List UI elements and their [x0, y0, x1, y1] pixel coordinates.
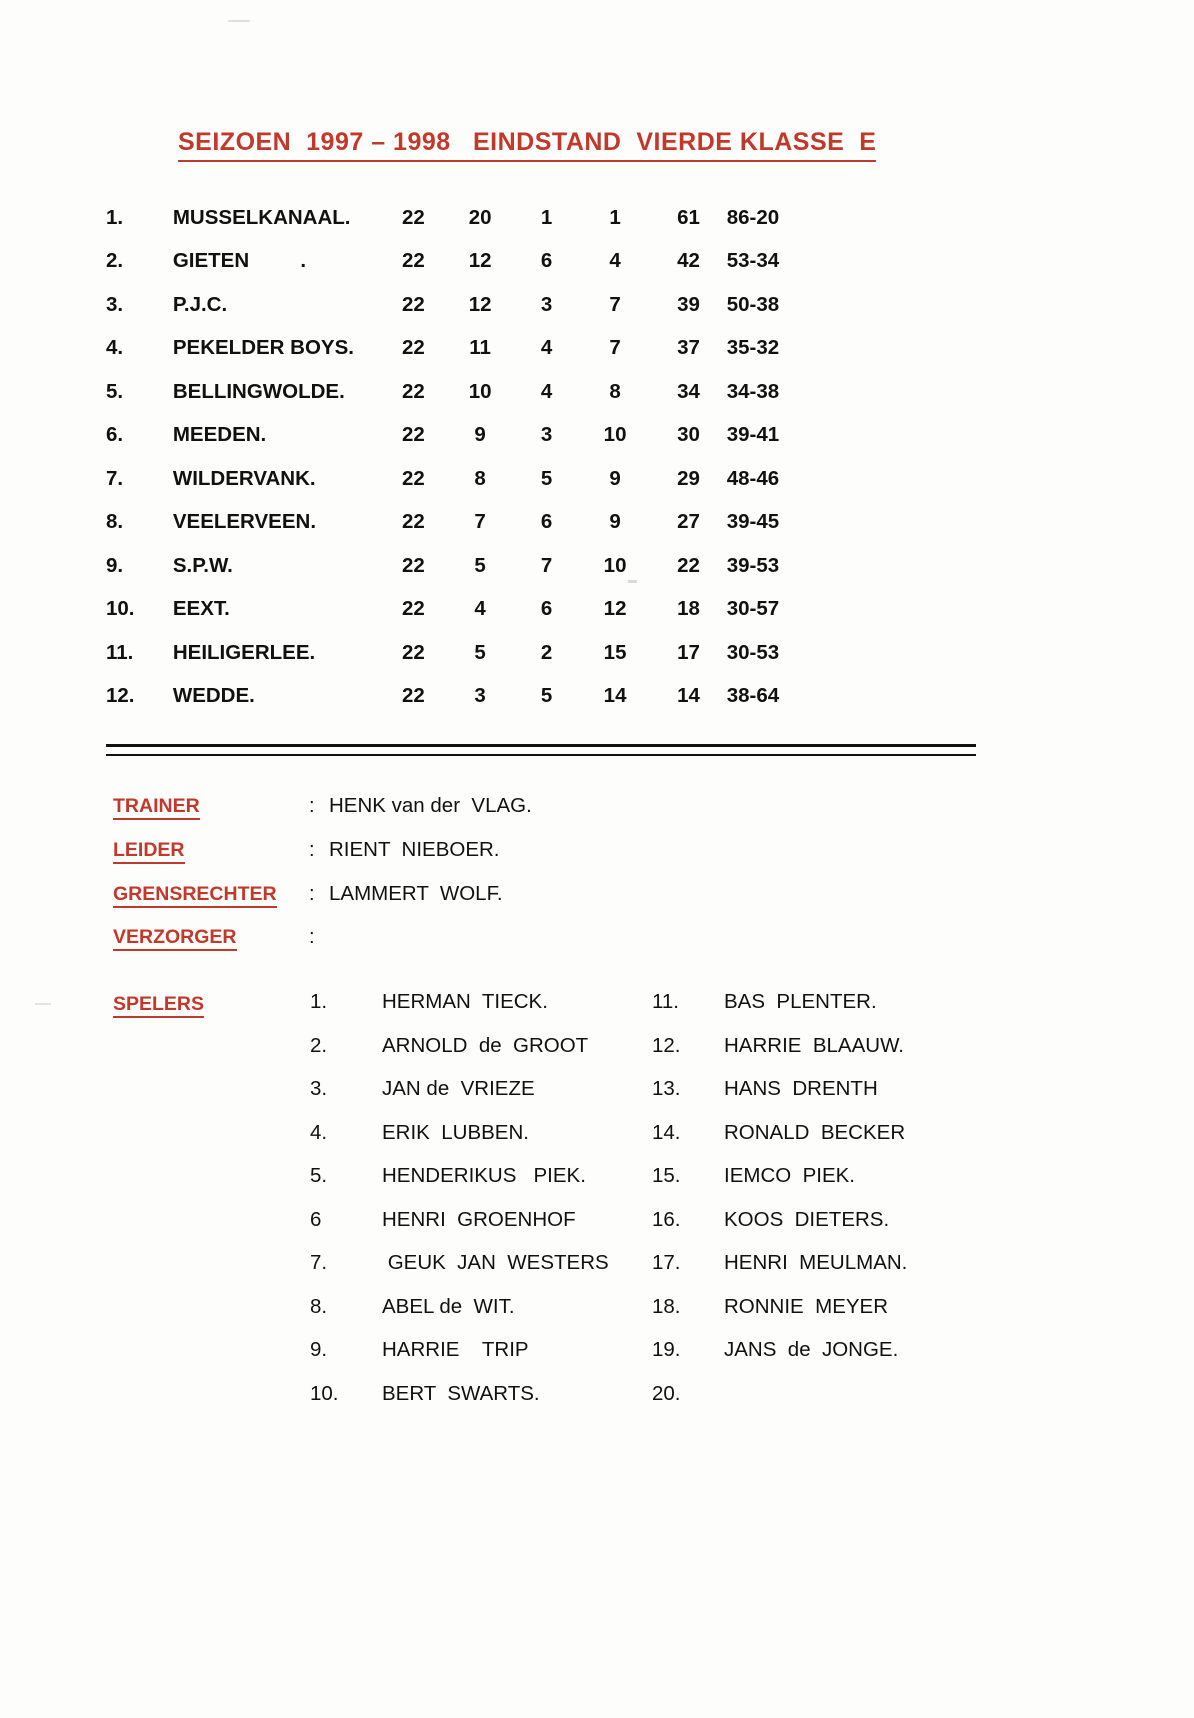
- player-name-right: HANS DRENTH: [724, 1077, 878, 1100]
- staff-person-name: LAMMERT WOLF.: [329, 882, 503, 905]
- table-row: [106, 501, 806, 545]
- player-name-right: HARRIE BLAAUW.: [724, 1033, 904, 1057]
- page-title: SEIZOEN 1997 – 1998 EINDSTAND VIERDE KLASSE E: [178, 128, 876, 162]
- standings-points: 61: [677, 205, 700, 229]
- standings-won: 3: [474, 684, 486, 708]
- standings-goals: 34-38: [726, 379, 780, 403]
- standings-won: 8: [474, 466, 486, 490]
- standings-points: 34: [677, 379, 700, 403]
- table-row: [106, 370, 806, 414]
- standings-goals: 53-34: [726, 249, 780, 273]
- staff-person-name: HENK van der VLAG.: [329, 794, 532, 817]
- player-name-right: RONALD BECKER: [724, 1120, 906, 1144]
- player-number-left: 9.: [310, 1338, 328, 1361]
- standings-lost: 9: [609, 510, 621, 534]
- standings-lost: 10: [603, 553, 627, 577]
- table-row: [106, 414, 806, 458]
- staff-role-text: TRAINER: [113, 795, 200, 820]
- standings-played: 22: [402, 379, 425, 403]
- player-row: [310, 1164, 990, 1208]
- standings-points: 17: [677, 640, 700, 664]
- standings-won: 20: [468, 205, 492, 229]
- staff-role-label: [113, 795, 309, 818]
- staff-role-label: [113, 883, 309, 906]
- player-name-left: ERIK LUBBEN.: [382, 1120, 529, 1144]
- player-row: [310, 1382, 990, 1426]
- standings-played: 22: [402, 423, 425, 447]
- standings-points: 29: [677, 466, 700, 490]
- standings-team: EEXT.: [172, 597, 230, 621]
- standings-rank: 1.: [106, 205, 124, 229]
- standings-goals: 30-57: [726, 597, 780, 621]
- standings-rank: 10.: [106, 597, 135, 621]
- standings-drawn: 3: [540, 423, 553, 447]
- standings-won: 4: [474, 597, 486, 621]
- standings-team: MUSSELKANAAL.: [172, 205, 351, 229]
- standings-goals: 86-20: [726, 205, 780, 229]
- standings-drawn: 2: [540, 640, 553, 664]
- standings-team: PEKELDER BOYS.: [172, 336, 354, 360]
- player-row: [310, 1077, 990, 1121]
- player-name-left: HERMAN TIECK.: [382, 990, 548, 1013]
- staff-row: [113, 794, 753, 838]
- standings-lost: 7: [609, 336, 621, 360]
- player-number-left: 1.: [310, 990, 328, 1013]
- standings-lost: 14: [603, 684, 627, 708]
- standings-team: MEEDEN.: [172, 423, 267, 447]
- player-number-right: 14.: [652, 1120, 681, 1144]
- standings-points: 37: [677, 336, 700, 360]
- player-number-left: 5.: [310, 1164, 328, 1187]
- player-name-left: ARNOLD de GROOT: [382, 1033, 589, 1057]
- standings-drawn: 5: [540, 466, 553, 490]
- player-name-right: IEMCO PIEK.: [724, 1164, 855, 1187]
- player-name-right: JANS de JONGE.: [724, 1338, 899, 1361]
- player-number-left: 6: [310, 1207, 322, 1231]
- standings-lost: 10: [603, 423, 627, 447]
- table-row: [106, 675, 806, 719]
- standings-table: [106, 196, 806, 718]
- standings-rank: 8.: [106, 510, 124, 534]
- standings-drawn: 6: [540, 597, 553, 621]
- staff-list: [113, 794, 753, 970]
- standings-played: 22: [402, 640, 425, 664]
- player-number-right: 20.: [652, 1381, 681, 1405]
- player-row: [310, 1251, 990, 1295]
- standings-goals: 50-38: [726, 292, 780, 316]
- standings-played: 22: [402, 205, 425, 229]
- player-number-left: 2.: [310, 1033, 328, 1057]
- player-number-left: 7.: [310, 1251, 328, 1274]
- standings-played: 22: [402, 553, 425, 577]
- standings-played: 22: [402, 336, 425, 360]
- standings-points: 27: [677, 510, 700, 534]
- player-name-left: HENRI GROENHOF: [382, 1207, 576, 1231]
- player-number-left: 4.: [310, 1120, 328, 1144]
- player-name-left: JAN de VRIEZE: [382, 1077, 535, 1100]
- standings-points: 18: [677, 597, 700, 621]
- standings-won: 5: [474, 553, 486, 577]
- player-number-right: 13.: [652, 1077, 681, 1100]
- standings-rank: 12.: [106, 684, 135, 708]
- scan-speck: [228, 20, 250, 22]
- standings-played: 22: [402, 510, 425, 534]
- player-row: [310, 1121, 990, 1165]
- standings-team: VEELERVEEN.: [172, 510, 317, 534]
- standings-played: 22: [402, 292, 425, 316]
- player-name-right: KOOS DIETERS.: [724, 1207, 890, 1231]
- standings-won: 7: [474, 510, 486, 534]
- player-name-right: HENRI MEULMAN.: [724, 1251, 908, 1274]
- players-section-label: [113, 993, 204, 1016]
- standings-lost: 1: [609, 205, 621, 229]
- standings-team: HEILIGERLEE.: [172, 640, 316, 664]
- standings-goals: 48-46: [726, 466, 780, 490]
- table-row: [106, 240, 806, 284]
- standings-body: [106, 196, 806, 718]
- player-name-right: BAS PLENTER.: [724, 990, 877, 1013]
- standings-team: GIETEN .: [172, 249, 307, 273]
- staff-row: [113, 926, 753, 970]
- section-divider: [106, 744, 976, 756]
- player-name-left: ABEL de WIT.: [382, 1294, 515, 1318]
- staff-role-text: LEIDER: [113, 839, 185, 864]
- standings-rank: 6.: [106, 423, 124, 447]
- standings-rank: 4.: [106, 336, 124, 360]
- player-name-left: HARRIE TRIP: [382, 1338, 529, 1361]
- table-row: [106, 196, 806, 240]
- staff-person-name: RIENT NIEBOER.: [329, 838, 500, 861]
- standings-goals: 30-53: [726, 640, 780, 664]
- standings-played: 22: [402, 684, 425, 708]
- standings-points: 39: [677, 292, 700, 316]
- players-grid: [310, 990, 990, 1425]
- standings-goals: 39-45: [726, 510, 780, 534]
- player-name-left: HENDERIKUS PIEK.: [382, 1164, 586, 1187]
- standings-goals: 38-64: [726, 684, 780, 708]
- standings-points: 22: [677, 553, 700, 577]
- standings-lost: 4: [609, 249, 621, 273]
- staff-role-label: [113, 926, 309, 949]
- standings-rank: 9.: [106, 553, 124, 577]
- table-row: [106, 588, 806, 632]
- player-row: [310, 1208, 990, 1252]
- standings-drawn: 4: [540, 379, 553, 403]
- standings-won: 10: [468, 379, 492, 403]
- player-row: [310, 1295, 990, 1339]
- standings-won: 9: [474, 423, 486, 447]
- player-name-right: RONNIE MEYER: [724, 1294, 889, 1318]
- standings-team: S.P.W.: [172, 553, 233, 577]
- staff-colon: :: [309, 839, 315, 861]
- player-number-left: 10.: [310, 1381, 339, 1405]
- standings-points: 42: [677, 249, 700, 273]
- table-row: [106, 327, 806, 371]
- player-number-right: 16.: [652, 1207, 681, 1231]
- player-row: [310, 990, 990, 1034]
- staff-colon: :: [309, 883, 315, 905]
- standings-goals: 35-32: [726, 336, 780, 360]
- standings-drawn: 6: [540, 249, 553, 273]
- player-number-right: 11.: [652, 990, 679, 1013]
- standings-rank: 5.: [106, 379, 124, 403]
- standings-lost: 7: [609, 292, 621, 316]
- standings-won: 12: [468, 292, 492, 316]
- staff-row: [113, 882, 753, 926]
- standings-goals: 39-53: [726, 553, 780, 577]
- standings-lost: 8: [609, 379, 621, 403]
- staff-row: [113, 838, 753, 882]
- player-row: [310, 1034, 990, 1078]
- standings-team: BELLINGWOLDE.: [172, 379, 345, 403]
- standings-team: WILDERVANK.: [172, 466, 316, 490]
- standings-played: 22: [402, 466, 425, 490]
- scan-speck: [35, 1003, 51, 1005]
- player-number-right: 15.: [652, 1164, 681, 1187]
- standings-drawn: 7: [540, 553, 553, 577]
- standings-lost: 9: [609, 466, 621, 490]
- standings-rank: 2.: [106, 249, 124, 273]
- standings-points: 14: [677, 684, 700, 708]
- staff-colon: :: [309, 795, 315, 817]
- staff-role-label: [113, 839, 309, 862]
- standings-won: 12: [468, 249, 492, 273]
- table-row: [106, 544, 806, 588]
- players-label-text: SPELERS: [113, 993, 204, 1018]
- player-name-left: GEUK JAN WESTERS: [382, 1251, 609, 1274]
- table-row: [106, 457, 806, 501]
- table-row: [106, 283, 806, 327]
- player-number-right: 19.: [652, 1338, 681, 1361]
- standings-played: 22: [402, 249, 425, 273]
- standings-drawn: 3: [540, 292, 553, 316]
- standings-rank: 3.: [106, 292, 124, 316]
- standings-played: 22: [402, 597, 425, 621]
- standings-team: WEDDE.: [172, 684, 255, 708]
- standings-lost: 15: [603, 640, 627, 664]
- standings-drawn: 4: [540, 336, 553, 360]
- standings-won: 5: [474, 640, 486, 664]
- standings-lost: 12: [603, 597, 627, 621]
- player-number-right: 12.: [652, 1033, 681, 1057]
- staff-role-text: VERZORGER: [113, 926, 237, 951]
- table-row: [106, 631, 806, 675]
- standings-won: 11: [469, 336, 491, 360]
- standings-points: 30: [677, 423, 700, 447]
- player-number-left: 8.: [310, 1294, 328, 1318]
- player-number-right: 17.: [652, 1251, 681, 1274]
- player-row: [310, 1338, 990, 1382]
- player-number-right: 18.: [652, 1294, 681, 1318]
- standings-drawn: 6: [540, 510, 553, 534]
- player-number-left: 3.: [310, 1077, 328, 1100]
- staff-role-text: GRENSRECHTER: [113, 883, 277, 908]
- standings-team: P.J.C.: [172, 292, 228, 316]
- staff-colon: :: [309, 926, 315, 948]
- standings-drawn: 5: [540, 684, 553, 708]
- standings-rank: 7.: [106, 466, 124, 490]
- player-name-left: BERT SWARTS.: [382, 1381, 540, 1405]
- standings-rank: 11.: [106, 640, 134, 664]
- standings-goals: 39-41: [726, 423, 780, 447]
- standings-drawn: 1: [540, 205, 553, 229]
